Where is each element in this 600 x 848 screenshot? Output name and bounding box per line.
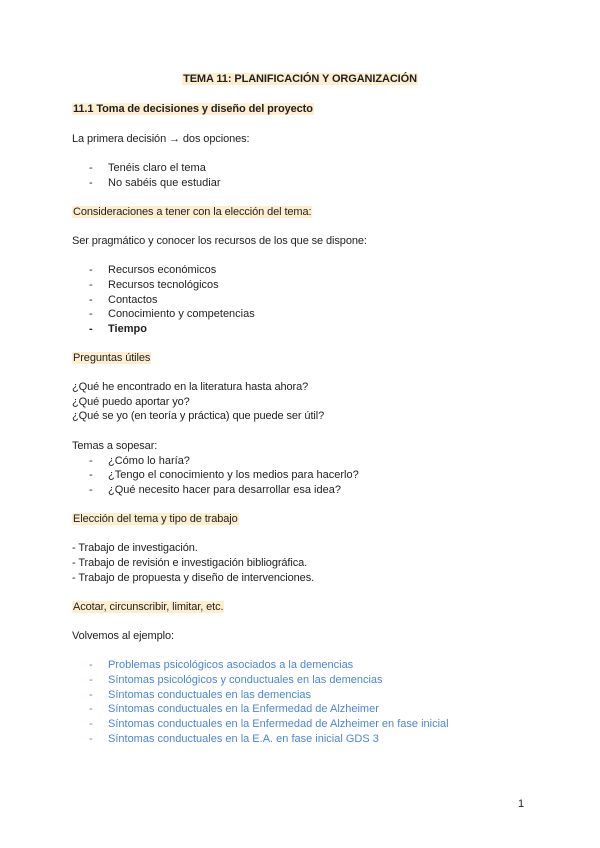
question-line: ¿Qué puedo aportar yo? — [72, 396, 190, 408]
topic-text: ¿Qué necesito hacer para desarrollar esa idea? — [108, 484, 341, 496]
bullet-dash: - — [89, 308, 93, 320]
useful-questions-heading-text: Preguntas útiles — [73, 352, 151, 364]
bullet-dash: - — [89, 469, 93, 481]
option-item — [89, 176, 221, 190]
useful-questions-heading — [72, 351, 151, 365]
example-text: Síntomas conductuales en la E.A. en fase inicial GDS 3 — [108, 733, 379, 745]
resource-item — [89, 278, 219, 292]
document-title-text: TEMA 11: PLANIFICACIÓN Y ORGANIZACIÓN — [183, 73, 417, 85]
bullet-dash: - — [89, 455, 93, 467]
topics-label: Temas a sopesar: — [72, 440, 158, 452]
work-type-line: - Trabajo de revisión e investigación bibliográfica. — [72, 557, 308, 569]
topic-item — [89, 468, 359, 482]
question-line: ¿Qué he encontrado en la literatura hasta ahora? — [72, 381, 309, 393]
example-item — [89, 658, 353, 672]
example-text: Problemas psicológicos asociados a la demencias — [108, 659, 354, 671]
option-text: No sabéis que estudiar — [108, 177, 221, 189]
bullet-dash: - — [89, 703, 93, 715]
resource-item — [89, 293, 158, 307]
example-item — [89, 732, 379, 746]
considerations-heading — [72, 205, 312, 219]
work-choice-heading — [72, 512, 239, 526]
example-item — [89, 673, 383, 687]
topic-item — [89, 454, 190, 468]
example-item — [89, 688, 311, 702]
resource-text: Recursos tecnológicos — [108, 279, 219, 291]
bullet-dash: - — [89, 718, 93, 730]
example-item — [89, 702, 379, 716]
bullet-dash: - — [89, 733, 93, 745]
narrow-heading-text: Acotar, circunscribir, limitar, etc. — [73, 601, 224, 613]
topic-text: ¿Tengo el conocimiento y los medios para hacerlo? — [108, 469, 359, 481]
question-line: ¿Qué se yo (en teoría y práctica) que puede ser útil? — [72, 410, 325, 422]
bullet-dash: - — [89, 177, 93, 189]
option-item — [89, 161, 206, 175]
bullet-dash: - — [89, 264, 93, 276]
topic-text: ¿Cómo lo haría? — [108, 455, 190, 467]
option-text: Tenéis claro el tema — [108, 162, 206, 174]
section-heading — [72, 102, 314, 116]
pragmatic-text: Ser pragmático y conocer los recursos de los que se dispone: — [72, 235, 367, 247]
work-choice-heading-text: Elección del tema y tipo de trabajo — [73, 513, 238, 525]
example-item — [89, 717, 449, 731]
topic-item — [89, 483, 341, 497]
bullet-dash: - — [89, 279, 93, 291]
narrow-heading — [72, 600, 224, 614]
bullet-dash: - — [89, 674, 93, 686]
resource-item-time — [89, 322, 147, 336]
resource-text-bold: Tiempo — [108, 323, 147, 335]
example-intro: Volvemos al ejemplo: — [72, 630, 174, 642]
work-type-line: - Trabajo de investigación. — [72, 542, 198, 554]
example-text: Síntomas conductuales en la Enfermedad de Alzheimer — [108, 703, 379, 715]
resource-item — [89, 307, 255, 321]
document-title — [0, 72, 600, 86]
example-text: Síntomas psicológicos y conductuales en las demencias — [108, 674, 383, 686]
resource-item — [89, 263, 216, 277]
bullet-dash: - — [89, 323, 93, 335]
bullet-dash: - — [89, 689, 93, 701]
bullet-dash: - — [89, 659, 93, 671]
work-type-line: - Trabajo de propuesta y diseño de intervenciones. — [72, 572, 315, 584]
resource-text: Recursos económicos — [108, 264, 217, 276]
page-number: 1 — [518, 798, 525, 810]
section-heading-text: 11.1 Toma de decisiones y diseño del proyecto — [73, 103, 313, 115]
resource-text: Conocimiento y competencias — [108, 308, 255, 320]
example-text: Síntomas conductuales en la Enfermedad de Alzheimer en fase inicial — [108, 718, 449, 730]
bullet-dash: - — [89, 484, 93, 496]
resource-text: Contactos — [108, 294, 158, 306]
considerations-heading-text: Consideraciones a tener con la elección del tema: — [73, 206, 312, 218]
bullet-dash: - — [89, 294, 93, 306]
first-decision-text: La primera decisión → dos opciones: — [72, 133, 250, 145]
example-text: Síntomas conductuales en las demencias — [108, 689, 312, 701]
bullet-dash: - — [89, 162, 93, 174]
